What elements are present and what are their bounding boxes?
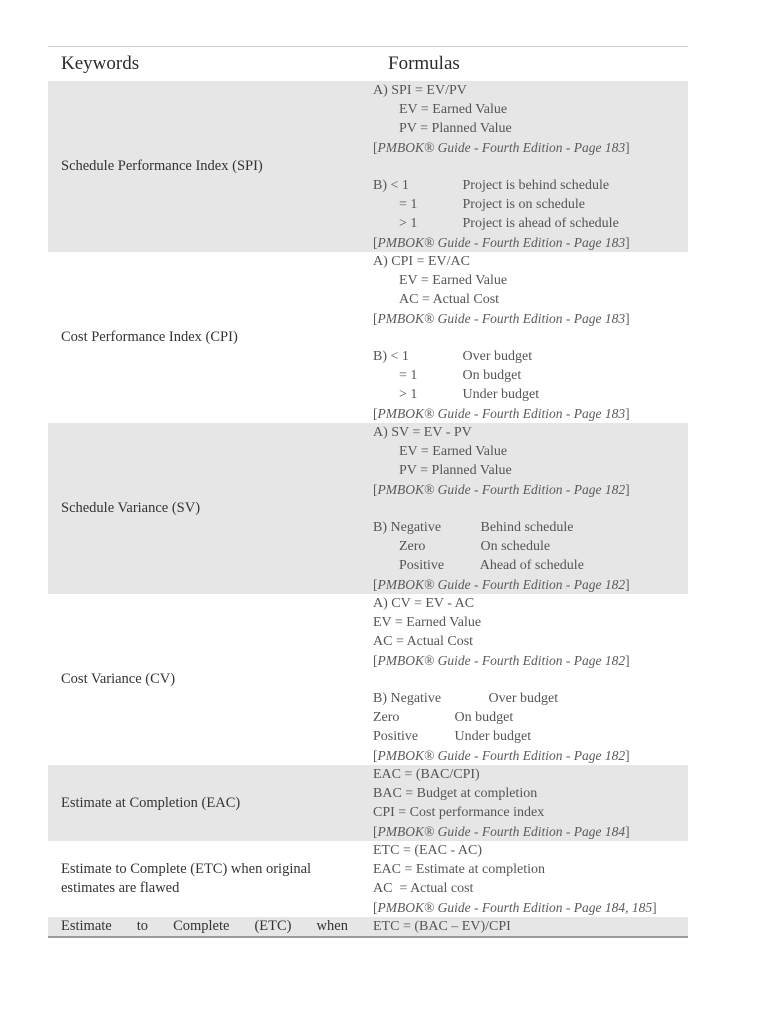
formula-cell: A) CV = EV - AC EV = Earned Value AC = Actual Cost [PMBOK® Guide - Fourth Edition - Page 182] B) Negative Over budget Zero On budget Positive Under budget [PMBOK® Guide - Fourth Edition - Page 182] [360, 594, 688, 765]
reference: [PMBOK® Guide - Fourth Edition - Page 183] [373, 235, 630, 250]
formula-cell: A) SPI = EV/PV EV = Earned Value PV = Planned Value [PMBOK® Guide - Fourth Edition - Page 183] B) < 1 Project is behind schedule = 1 Project is on schedule > 1 Project is ahead of schedule [PMBOK® Guide - Fourth Edition - Page 183] [360, 81, 688, 252]
keyword-cell: Estimate at Completion (EAC) [61, 794, 241, 811]
reference: [PMBOK® Guide - Fourth Edition - Page 184, 185] [373, 900, 657, 915]
reference: [PMBOK® Guide - Fourth Edition - Page 182] [373, 577, 630, 592]
reference: [PMBOK® Guide - Fourth Edition - Page 183] [373, 140, 630, 155]
table-row-eac [48, 765, 688, 841]
table-row-cpi [48, 252, 688, 423]
table-row-cv [48, 594, 688, 765]
keyword-cell: Cost Variance (CV) [61, 671, 176, 687]
reference: [PMBOK® Guide - Fourth Edition - Page 183] [373, 406, 630, 421]
table-row-etc-partial [48, 917, 688, 936]
formula-cell: A) SV = EV - PV EV = Earned Value PV = Planned Value [PMBOK® Guide - Fourth Edition - Page 182] B) Negative Behind schedule Zero On schedule Positive Ahead of schedule [PMBOK® Guide - Fourth Edition - Page 182] [360, 423, 688, 594]
table-row-sv [48, 423, 688, 594]
reference: [PMBOK® Guide - Fourth Edition - Page 182] [373, 482, 630, 497]
reference: [PMBOK® Guide - Fourth Edition - Page 182] [373, 748, 630, 763]
formula-table [48, 46, 688, 938]
formula-cell: ETC = (BAC – EV)/CPI [373, 919, 511, 934]
reference: [PMBOK® Guide - Fourth Edition - Page 182] [373, 653, 630, 668]
keyword-cell: Schedule Variance (SV) [61, 500, 201, 516]
reference: [PMBOK® Guide - Fourth Edition - Page 184] [373, 824, 630, 839]
formulas-header: Formulas [388, 53, 460, 74]
table-header [48, 47, 688, 81]
table-bottom-rule [48, 936, 688, 938]
keyword-cell: Schedule Performance Index (SPI) [61, 158, 263, 174]
keywords-header: Keywords [61, 53, 140, 74]
keyword-cell: Cost Performance Index (CPI) [61, 329, 238, 345]
keyword-cell: Estimate to Complete (ETC) when [61, 918, 348, 934]
formula-cell: A) CPI = EV/AC EV = Earned Value AC = Actual Cost [PMBOK® Guide - Fourth Edition - Page 183] B) < 1 Over budget = 1 On budget > 1 Under budget [PMBOK® Guide - Fourth Edition - Page 183] [360, 252, 688, 423]
table-row-etc-flawed [48, 841, 688, 917]
reference: [PMBOK® Guide - Fourth Edition - Page 183] [373, 311, 630, 326]
formula-cell: EAC = (BAC/CPI) BAC = Budget at completion CPI = Cost performance index [PMBOK® Guide - Fourth Edition - Page 184] [360, 765, 688, 841]
keyword-cell: Estimate to Complete (ETC) when original estimates are flawed [61, 861, 312, 896]
formula-cell: ETC = (EAC - AC) EAC = Estimate at completion AC = Actual cost [PMBOK® Guide - Fourth Edition - Page 184, 185] [360, 841, 688, 917]
table-row-spi [48, 81, 688, 252]
